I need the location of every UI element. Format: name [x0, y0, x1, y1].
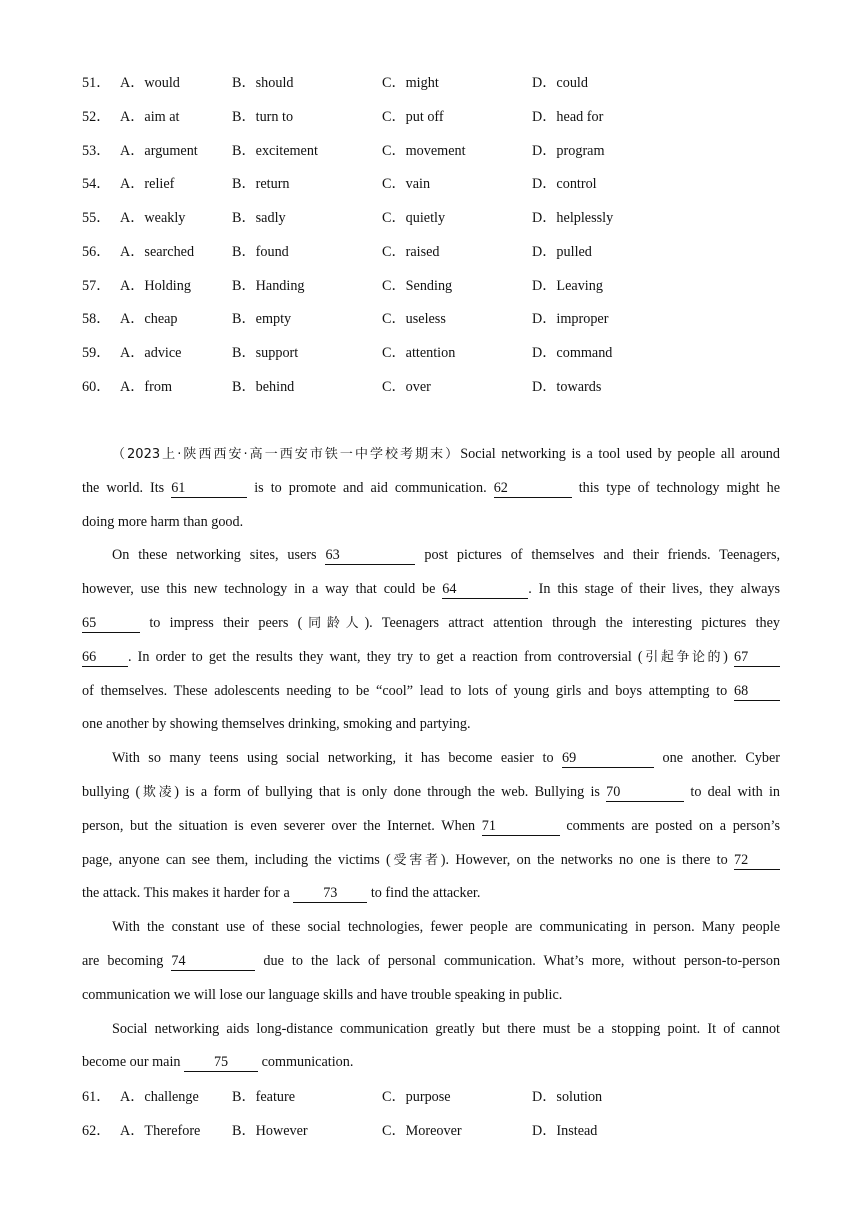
- blank-75[interactable]: 75: [184, 1053, 258, 1072]
- option-a: A．from: [120, 379, 173, 395]
- question-number: 60．: [82, 379, 111, 395]
- option-c: C．raised: [382, 244, 440, 260]
- option-d: D．program: [532, 143, 605, 159]
- passage-line: With the constant use of these social technologies, fewer people are communicating in person. Many people: [112, 919, 780, 936]
- blank-63[interactable]: 63: [325, 546, 415, 565]
- passage-line: 66 . In order to get the results they want, they try to get a reaction from controversial (引起争论的) 67: [82, 641, 780, 675]
- passage-line: of themselves. These adolescents needing to be “cool” lead to lots of young girls and boys attempting to 68: [82, 675, 780, 709]
- option-c: C．purpose: [382, 1089, 451, 1105]
- option-b: B．behind: [232, 379, 295, 395]
- option-d: D．control: [532, 176, 597, 192]
- option-c: C．put off: [382, 109, 444, 125]
- option-d: D．could: [532, 75, 588, 91]
- option-b: B．However: [232, 1123, 308, 1139]
- passage-line: Social networking aids long-distance communication greatly but there must be a stopping point. It of cannot: [112, 1020, 780, 1037]
- passage-line: page, anyone can see them, including the victims (受害者). However, on the networks no one is there to 72: [82, 844, 780, 878]
- blank-69[interactable]: 69: [562, 749, 654, 768]
- passage-line: one another by showing themselves drinking, smoking and partying.: [82, 716, 471, 733]
- question-number: 58．: [82, 311, 111, 327]
- passage-line: become our main 75 communication.: [82, 1054, 354, 1071]
- option-b: B．return: [232, 176, 290, 192]
- option-d: D．Instead: [532, 1123, 598, 1139]
- question-number: 53．: [82, 143, 111, 159]
- blank-70[interactable]: 70: [606, 783, 684, 802]
- source-note: （2023上·陕西西安·高一西安市铁一中学校考期末）: [112, 447, 461, 462]
- question-number: 55．: [82, 210, 111, 226]
- option-b: B．Handing: [232, 278, 305, 294]
- question-number: 54．: [82, 176, 111, 192]
- option-d: D．solution: [532, 1089, 603, 1105]
- blank-71[interactable]: 71: [482, 817, 560, 836]
- question-number: 56．: [82, 244, 111, 260]
- option-c: C．might: [382, 75, 439, 91]
- option-a: A．relief: [120, 176, 175, 192]
- option-c: C．Moreover: [382, 1123, 462, 1139]
- option-a: A．searched: [120, 244, 195, 260]
- blank-72[interactable]: 72: [734, 851, 780, 870]
- passage-line: are becoming 74 due to the lack of personal communication. What’s more, without person-to-person: [82, 952, 781, 969]
- option-b: B．feature: [232, 1089, 296, 1105]
- passage-line: the attack. This makes it harder for a 73 to find the attacker.: [82, 885, 481, 902]
- option-c: C．over: [382, 379, 431, 395]
- blank-61[interactable]: 61: [171, 479, 247, 498]
- option-a: A．advice: [120, 345, 182, 361]
- passage-line: however, use this new technology in a way that could be 64 . In this stage of their lives, they always: [82, 581, 780, 598]
- blank-64[interactable]: 64: [442, 580, 528, 599]
- option-d: D．head for: [532, 109, 604, 125]
- option-c: C．useless: [382, 311, 446, 327]
- option-c: C．movement: [382, 143, 466, 159]
- option-b: B．empty: [232, 311, 292, 327]
- passage-line: doing more harm than good.: [82, 513, 244, 530]
- option-b: B．sadly: [232, 210, 286, 226]
- cloze-passage: [82, 438, 780, 1080]
- blank-67[interactable]: 67: [734, 648, 780, 667]
- passage-line: person, but the situation is even severer over the Internet. When 71 comments are posted on a person’s: [82, 817, 781, 834]
- option-a: A．Holding: [120, 278, 191, 294]
- option-a: A．argument: [120, 143, 198, 159]
- question-number: 51．: [82, 75, 111, 91]
- option-d: D．improper: [532, 311, 609, 327]
- option-b: B．found: [232, 244, 289, 260]
- option-d: D．towards: [532, 379, 602, 395]
- blank-66[interactable]: 66: [82, 648, 128, 667]
- passage-line: the world. Its 61 is to promote and aid communication. 62 this type of technology might he: [82, 479, 781, 496]
- question-number: 59．: [82, 345, 111, 361]
- passage-line: communication we will lose our language skills and have trouble speaking in public.: [82, 986, 563, 1003]
- option-b: B．support: [232, 345, 299, 361]
- option-c: C．attention: [382, 345, 456, 361]
- option-d: D．pulled: [532, 244, 592, 260]
- option-a: A．Therefore: [120, 1123, 201, 1139]
- question-number: 52．: [82, 109, 111, 125]
- option-d: D．command: [532, 345, 613, 361]
- blank-74[interactable]: 74: [171, 952, 255, 971]
- blank-65[interactable]: 65: [82, 614, 140, 633]
- option-a: A．challenge: [120, 1089, 199, 1105]
- question-number: 62．: [82, 1123, 111, 1139]
- option-c: C．vain: [382, 176, 431, 192]
- option-b: B．turn to: [232, 109, 294, 125]
- option-a: A．weakly: [120, 210, 186, 226]
- option-a: A．aim at: [120, 109, 180, 125]
- option-a: A．would: [120, 75, 180, 91]
- option-b: B．should: [232, 75, 294, 91]
- blank-62[interactable]: 62: [494, 479, 572, 498]
- option-c: C．Sending: [382, 278, 453, 294]
- option-c: C．quietly: [382, 210, 446, 226]
- question-number: 57．: [82, 278, 111, 294]
- question-number: 61．: [82, 1089, 111, 1105]
- option-d: D．Leaving: [532, 278, 603, 294]
- option-a: A．cheap: [120, 311, 178, 327]
- blank-68[interactable]: 68: [734, 682, 780, 701]
- passage-line: （2023上·陕西西安·高一西安市铁一中学校考期末）Social networking is a tool used by people all around: [112, 446, 780, 462]
- option-b: B．excitement: [232, 143, 318, 159]
- passage-line: 65 to impress their peers (同龄人). Teenagers attract attention through the interesting pictures they: [82, 614, 781, 631]
- passage-line: bullying (欺凌) is a form of bullying that is only done through the web. Bullying is 70 to deal with in: [82, 783, 781, 800]
- blank-73[interactable]: 73: [293, 884, 367, 903]
- option-d: D．helplessly: [532, 210, 614, 226]
- passage-line: With so many teens using social networking, it has become easier to 69 one another. Cyber: [112, 750, 780, 767]
- passage-line: On these networking sites, users 63 post pictures of themselves and their friends. Teenagers,: [112, 547, 781, 564]
